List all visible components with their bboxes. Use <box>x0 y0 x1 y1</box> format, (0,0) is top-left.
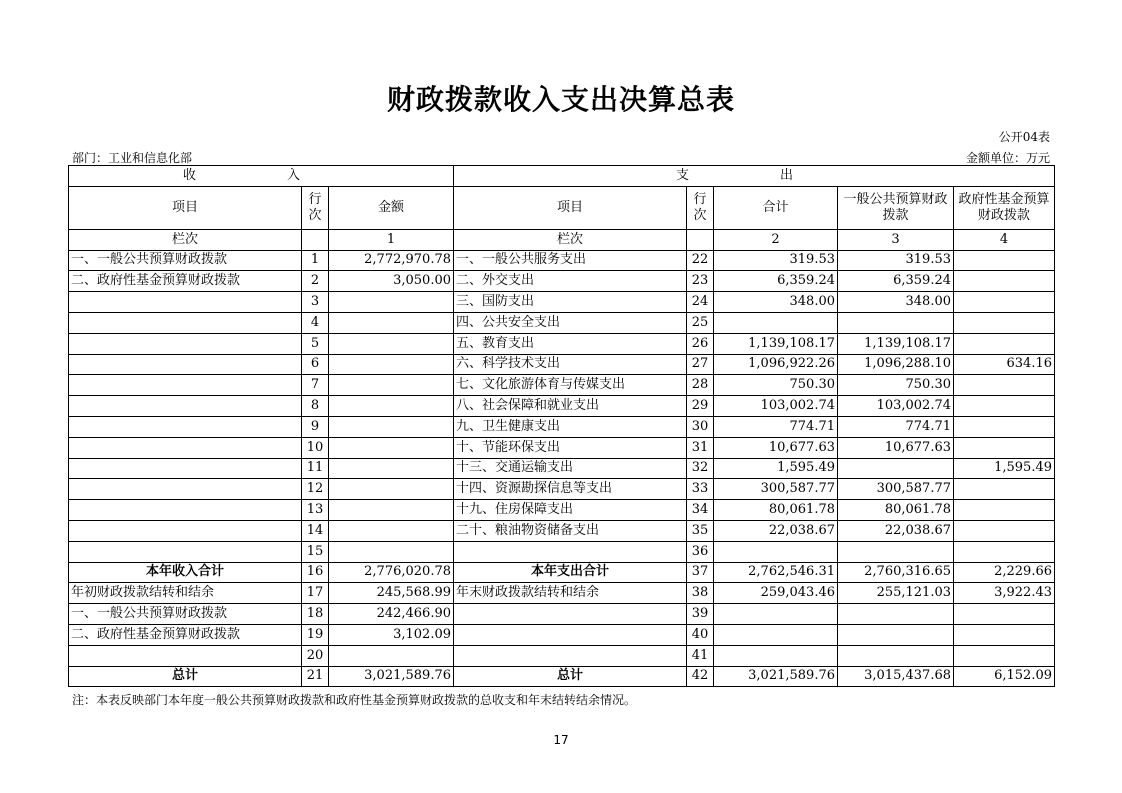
income-row-no-cell: 8 <box>302 396 329 417</box>
income-row-no-cell: 21 <box>302 666 329 687</box>
income-amount-cell: 2,776,020.78 <box>329 562 454 583</box>
expense-row-no-cell: 31 <box>687 437 714 458</box>
expense-item-cell: 年末财政拨款结转和结余 <box>454 583 687 604</box>
expense-row-no-cell: 34 <box>687 500 714 521</box>
income-row-no-cell: 16 <box>302 562 329 583</box>
expense-row-no-cell: 35 <box>687 520 714 541</box>
expense-gov-fund-cell: 1,595.49 <box>954 458 1055 479</box>
expense-col-3: 3 <box>838 229 954 250</box>
table-row <box>69 333 1055 354</box>
page-number: 17 <box>553 733 569 747</box>
expense-general-budget-cell <box>838 458 954 479</box>
income-item-cell: 二、政府性基金预算财政拨款 <box>69 271 302 292</box>
expense-general-budget-cell: 255,121.03 <box>838 583 954 604</box>
expense-item-cell: 七、文化旅游体育与传媒支出 <box>454 375 687 396</box>
income-col-blank <box>302 229 329 250</box>
income-row-no-cell: 18 <box>302 604 329 625</box>
expense-item-cell: 二、外交支出 <box>454 271 687 292</box>
table-row <box>69 562 1055 583</box>
income-row-no-cell: 9 <box>302 416 329 437</box>
expense-general-budget-cell: 319.53 <box>838 250 954 271</box>
expense-row-no-cell: 40 <box>687 624 714 645</box>
expense-row-no-header: 行次 <box>687 186 714 229</box>
expense-total-cell: 22,038.67 <box>714 520 838 541</box>
income-row-no-cell: 13 <box>302 500 329 521</box>
expense-general-budget-cell <box>838 541 954 562</box>
expense-total-cell <box>714 624 838 645</box>
income-amount-cell: 3,050.00 <box>329 271 454 292</box>
expense-item-cell: 五、教育支出 <box>454 333 687 354</box>
expense-item-cell: 九、卫生健康支出 <box>454 416 687 437</box>
expense-general-budget-cell: 10,677.63 <box>838 437 954 458</box>
expense-item-cell: 四、公共安全支出 <box>454 312 687 333</box>
expense-row-no-cell: 29 <box>687 396 714 417</box>
income-item-cell: 年初财政拨款结转和结余 <box>69 583 302 604</box>
expense-total-cell: 103,002.74 <box>714 396 838 417</box>
table-row <box>69 437 1055 458</box>
expense-general-budget-header: 一般公共预算财政拨款 <box>838 186 954 229</box>
expense-gov-fund-cell: 2,229.66 <box>954 562 1055 583</box>
expense-total-header: 合计 <box>714 186 838 229</box>
income-item-cell <box>69 437 302 458</box>
expense-row-no-cell: 25 <box>687 312 714 333</box>
table-row <box>69 583 1055 604</box>
expense-general-budget-cell: 6,359.24 <box>838 271 954 292</box>
expense-general-budget-cell: 2,760,316.65 <box>838 562 954 583</box>
income-amount-cell <box>329 333 454 354</box>
expense-col-2: 2 <box>714 229 838 250</box>
expense-row-no-cell: 36 <box>687 541 714 562</box>
expense-header: 支 出 <box>454 166 1055 187</box>
expense-total-cell: 348.00 <box>714 292 838 313</box>
expense-general-budget-cell: 774.71 <box>838 416 954 437</box>
expense-gov-fund-cell: 3,922.43 <box>954 583 1055 604</box>
table-row <box>69 624 1055 645</box>
expense-total-cell <box>714 312 838 333</box>
expense-item-cell: 八、社会保障和就业支出 <box>454 396 687 417</box>
income-item-cell: 一、一般公共预算财政拨款 <box>69 250 302 271</box>
expense-item-cell: 十三、交通运输支出 <box>454 458 687 479</box>
income-amount-header: 金额 <box>329 186 454 229</box>
expense-item-cell <box>454 604 687 625</box>
income-row-no-cell: 15 <box>302 541 329 562</box>
table-row <box>69 416 1055 437</box>
income-row-no-cell: 12 <box>302 479 329 500</box>
table-row <box>69 375 1055 396</box>
income-row-no-header: 行次 <box>302 186 329 229</box>
expense-row-no-cell: 32 <box>687 458 714 479</box>
expense-gov-fund-cell <box>954 271 1055 292</box>
income-amount-cell <box>329 520 454 541</box>
expense-general-budget-cell: 1,096,288.10 <box>838 354 954 375</box>
income-item-cell <box>69 416 302 437</box>
expense-row-no-cell: 27 <box>687 354 714 375</box>
expense-gov-fund-cell <box>954 479 1055 500</box>
expense-total-cell <box>714 645 838 666</box>
income-amount-cell <box>329 354 454 375</box>
expense-row-no-cell: 24 <box>687 292 714 313</box>
income-amount-cell: 245,568.99 <box>329 583 454 604</box>
expense-item-cell: 十四、资源勘探信息等支出 <box>454 479 687 500</box>
table-row <box>69 520 1055 541</box>
expense-gov-fund-cell <box>954 437 1055 458</box>
expense-row-no-cell: 28 <box>687 375 714 396</box>
expense-total-cell: 10,677.63 <box>714 437 838 458</box>
expense-general-budget-cell: 3,015,437.68 <box>838 666 954 687</box>
income-row-no-cell: 5 <box>302 333 329 354</box>
income-item-header: 项目 <box>69 186 302 229</box>
expense-total-cell: 6,359.24 <box>714 271 838 292</box>
table-note: 注：本表反映部门本年度一般公共预算财政拨款和政府性基金预算财政拨款的总收支和年末结转结余情况。 <box>72 693 637 707</box>
expense-total-cell: 774.71 <box>714 416 838 437</box>
expense-total-cell: 80,061.78 <box>714 500 838 521</box>
expense-gov-fund-cell: 634.16 <box>954 354 1055 375</box>
expense-col-blank <box>687 229 714 250</box>
expense-total-cell: 3,021,589.76 <box>714 666 838 687</box>
expense-total-cell: 750.30 <box>714 375 838 396</box>
expense-col-label: 栏次 <box>454 229 687 250</box>
income-amount-cell: 2,772,970.78 <box>329 250 454 271</box>
income-col-label: 栏次 <box>69 229 302 250</box>
expense-item-cell <box>454 541 687 562</box>
table-row <box>69 458 1055 479</box>
department-label: 部门：工业和信息化部 <box>72 151 193 165</box>
expense-total-cell: 1,096,922.26 <box>714 354 838 375</box>
income-item-cell <box>69 500 302 521</box>
income-item-cell <box>69 396 302 417</box>
header-row-groups <box>69 166 1055 187</box>
income-row-no-cell: 10 <box>302 437 329 458</box>
income-row-no-cell: 20 <box>302 645 329 666</box>
expense-total-cell: 259,043.46 <box>714 583 838 604</box>
expense-total-cell: 1,595.49 <box>714 458 838 479</box>
expense-gov-fund-cell <box>954 396 1055 417</box>
expense-general-budget-cell <box>838 624 954 645</box>
expense-row-no-cell: 38 <box>687 583 714 604</box>
expense-item-cell: 十、节能环保支出 <box>454 437 687 458</box>
expense-total-cell: 2,762,546.31 <box>714 562 838 583</box>
income-amount-cell <box>329 541 454 562</box>
income-row-no-cell: 6 <box>302 354 329 375</box>
unit-label: 金额单位：万元 <box>965 151 1050 165</box>
expense-item-cell: 六、科学技术支出 <box>454 354 687 375</box>
expense-gov-fund-cell <box>954 250 1055 271</box>
expense-general-budget-cell <box>838 312 954 333</box>
table-row <box>69 396 1055 417</box>
income-row-no-cell: 3 <box>302 292 329 313</box>
income-amount-cell <box>329 292 454 313</box>
expense-gov-fund-cell <box>954 292 1055 313</box>
income-col-1: 1 <box>329 229 454 250</box>
expense-row-no-cell: 37 <box>687 562 714 583</box>
table-row <box>69 541 1055 562</box>
expense-row-no-cell: 39 <box>687 604 714 625</box>
income-item-cell <box>69 479 302 500</box>
expense-general-budget-cell: 1,139,108.17 <box>838 333 954 354</box>
income-item-cell: 二、政府性基金预算财政拨款 <box>69 624 302 645</box>
income-row-no-cell: 19 <box>302 624 329 645</box>
expense-general-budget-cell: 300,587.77 <box>838 479 954 500</box>
column-index-row <box>69 229 1055 250</box>
expense-item-cell <box>454 624 687 645</box>
expense-total-cell: 1,139,108.17 <box>714 333 838 354</box>
expense-gov-fund-cell <box>954 500 1055 521</box>
expense-general-budget-cell <box>838 604 954 625</box>
expense-col-4: 4 <box>954 229 1055 250</box>
header-row-columns <box>69 186 1055 229</box>
expense-general-budget-cell: 22,038.67 <box>838 520 954 541</box>
expense-total-cell: 300,587.77 <box>714 479 838 500</box>
expense-gov-fund-cell <box>954 520 1055 541</box>
expense-gov-fund-cell <box>954 333 1055 354</box>
income-amount-cell <box>329 437 454 458</box>
income-amount-cell <box>329 312 454 333</box>
expense-general-budget-cell: 348.00 <box>838 292 954 313</box>
table-row <box>69 666 1055 687</box>
income-row-no-cell: 1 <box>302 250 329 271</box>
table-row <box>69 479 1055 500</box>
expense-item-cell: 十九、住房保障支出 <box>454 500 687 521</box>
expense-item-cell: 一、一般公共服务支出 <box>454 250 687 271</box>
summary-table <box>68 165 1055 687</box>
income-amount-cell: 242,466.90 <box>329 604 454 625</box>
income-amount-cell <box>329 500 454 521</box>
income-item-cell <box>69 354 302 375</box>
table-row <box>69 312 1055 333</box>
expense-item-cell: 总计 <box>454 666 687 687</box>
expense-gov-fund-cell <box>954 416 1055 437</box>
expense-row-no-cell: 42 <box>687 666 714 687</box>
expense-general-budget-cell: 103,002.74 <box>838 396 954 417</box>
income-row-no-cell: 17 <box>302 583 329 604</box>
income-amount-cell <box>329 645 454 666</box>
income-amount-cell <box>329 479 454 500</box>
income-item-cell: 本年收入合计 <box>69 562 302 583</box>
income-item-cell <box>69 541 302 562</box>
expense-item-cell: 本年支出合计 <box>454 562 687 583</box>
income-item-cell <box>69 312 302 333</box>
expense-row-no-cell: 26 <box>687 333 714 354</box>
expense-item-header: 项目 <box>454 186 687 229</box>
expense-general-budget-cell <box>838 645 954 666</box>
income-item-cell <box>69 520 302 541</box>
expense-row-no-cell: 22 <box>687 250 714 271</box>
expense-total-cell <box>714 541 838 562</box>
income-row-no-cell: 4 <box>302 312 329 333</box>
expense-total-cell <box>714 604 838 625</box>
income-row-no-cell: 14 <box>302 520 329 541</box>
form-code: 公开04表 <box>998 130 1050 144</box>
table-row <box>69 271 1055 292</box>
income-item-cell <box>69 292 302 313</box>
expense-general-budget-cell: 750.30 <box>838 375 954 396</box>
income-item-cell: 一、一般公共预算财政拨款 <box>69 604 302 625</box>
income-amount-cell <box>329 416 454 437</box>
income-amount-cell <box>329 396 454 417</box>
income-amount-cell <box>329 375 454 396</box>
expense-total-cell: 319.53 <box>714 250 838 271</box>
income-header: 收 入 <box>69 166 454 187</box>
expense-item-cell: 二十、粮油物资储备支出 <box>454 520 687 541</box>
expense-gov-fund-header: 政府性基金预算财政拨款 <box>954 186 1055 229</box>
income-row-no-cell: 11 <box>302 458 329 479</box>
table-row <box>69 354 1055 375</box>
income-amount-cell: 3,021,589.76 <box>329 666 454 687</box>
income-amount-cell <box>329 458 454 479</box>
expense-row-no-cell: 30 <box>687 416 714 437</box>
income-amount-cell: 3,102.09 <box>329 624 454 645</box>
expense-row-no-cell: 41 <box>687 645 714 666</box>
income-item-cell <box>69 375 302 396</box>
income-item-cell: 总计 <box>69 666 302 687</box>
report-title: 财政拨款收入支出决算总表 <box>386 83 735 116</box>
expense-item-cell: 三、国防支出 <box>454 292 687 313</box>
expense-row-no-cell: 23 <box>687 271 714 292</box>
expense-gov-fund-cell <box>954 541 1055 562</box>
income-row-no-cell: 2 <box>302 271 329 292</box>
table-row <box>69 500 1055 521</box>
expense-gov-fund-cell <box>954 312 1055 333</box>
income-row-no-cell: 7 <box>302 375 329 396</box>
table-row <box>69 604 1055 625</box>
expense-gov-fund-cell <box>954 645 1055 666</box>
table-row <box>69 645 1055 666</box>
income-item-cell <box>69 458 302 479</box>
expense-item-cell <box>454 645 687 666</box>
table-row <box>69 250 1055 271</box>
expense-gov-fund-cell <box>954 375 1055 396</box>
expense-general-budget-cell: 80,061.78 <box>838 500 954 521</box>
expense-gov-fund-cell <box>954 604 1055 625</box>
expense-gov-fund-cell <box>954 624 1055 645</box>
table-row <box>69 292 1055 313</box>
income-item-cell <box>69 333 302 354</box>
income-item-cell <box>69 645 302 666</box>
expense-row-no-cell: 33 <box>687 479 714 500</box>
expense-gov-fund-cell: 6,152.09 <box>954 666 1055 687</box>
